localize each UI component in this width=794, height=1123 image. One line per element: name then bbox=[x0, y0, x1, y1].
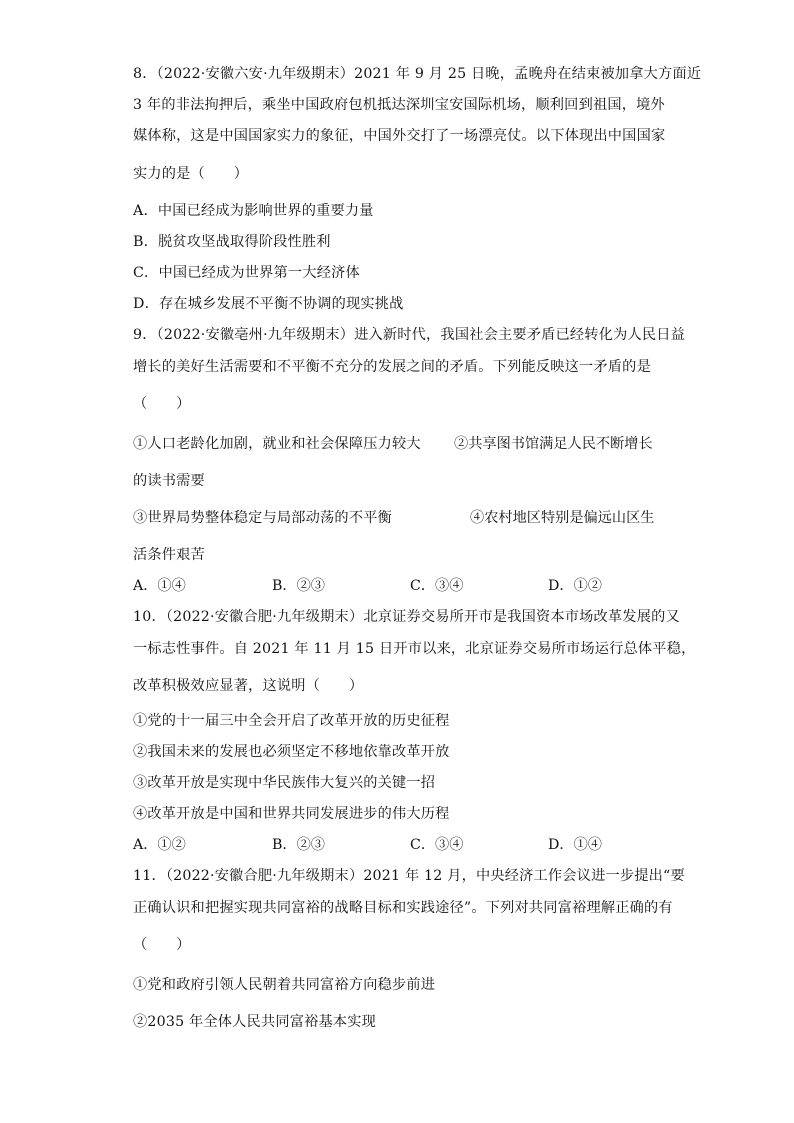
q9-stem-line-1: 9．（2022·安徽亳州·九年级期末）进入新时代，我国社会主要矛盾已经转化为人民日益 bbox=[133, 327, 686, 343]
q9-choice-a: A．①④ bbox=[133, 578, 186, 594]
q10-statement-1: ①党的十一届三中全会开启了改革开放的历史征程 bbox=[133, 713, 450, 729]
q10-statement-4: ④改革开放是中国和世界共同发展进步的伟大历程 bbox=[133, 806, 450, 822]
q11-statement-1: ①党和政府引领人民朝着共同富裕方向稳步前进 bbox=[133, 977, 436, 993]
q8-stem-line-2: 3 年的非法拘押后，乘坐中国政府包机抵达深圳宝安国际机场，顺利回到祖国，境外 bbox=[133, 97, 665, 113]
q9-statement-4: ④农村地区特别是偏远山区生 bbox=[470, 510, 655, 526]
q9-choice-b: B．②③ bbox=[272, 578, 325, 594]
q10-stem-line-3: 改革积极效应显著，这说明（ ） bbox=[133, 678, 364, 694]
q9-choice-d: D．①② bbox=[548, 578, 602, 594]
q9-stem-line-3: （ ） bbox=[133, 396, 191, 412]
q9-statement-4-cont: 活条件艰苦 bbox=[133, 547, 205, 563]
q8-option-d: D．存在城乡发展不平衡不协调的现实挑战 bbox=[133, 296, 404, 312]
q10-choice-a: A．①② bbox=[133, 837, 186, 853]
q9-statement-2: ②共享图书馆满足人民不断增长 bbox=[454, 436, 653, 452]
q10-stem-line-2: 一标志性事件。自 2021 年 11 月 15 日开市以来，北京证券交易所市场运行总体平稳， bbox=[133, 641, 696, 657]
q9-statement-3: ③世界局势整体稳定与局部动荡的不平衡 bbox=[133, 510, 392, 526]
q8-option-c: C．中国已经成为世界第一大经济体 bbox=[133, 265, 360, 281]
q10-choice-d: D．①④ bbox=[548, 837, 602, 853]
q11-stem-line-3: （ ） bbox=[133, 937, 191, 953]
q11-stem-line-1: 11．（2022·安徽合肥·九年级期末）2021 年 12 月，中央经济工作会议进一步提出“要 bbox=[133, 868, 685, 884]
q8-stem-line-3: 媒体称，这是中国国家实力的象征，中国外交打了一场漂亮仗。以下体现出中国国家 bbox=[133, 128, 666, 144]
q10-choice-c: C．③④ bbox=[410, 837, 464, 853]
q10-statement-2: ②我国未来的发展也必须坚定不移地依靠改革开放 bbox=[133, 744, 450, 760]
q8-stem-line-4: 实力的是（ ） bbox=[133, 166, 249, 182]
q10-stem-line-1: 10．（2022·安徽合肥·九年级期末）北京证券交易所开市是我国资本市场改革发展的又 bbox=[133, 609, 680, 625]
q8-stem-line-1: 8．（2022·安徽六安·九年级期末）2021 年 9 月 25 日晚，孟晚舟在结束被加拿大方面近 bbox=[133, 66, 702, 82]
q10-statement-3: ③改革开放是实现中华民族伟大复兴的关键一招 bbox=[133, 775, 436, 791]
q8-option-a: A．中国已经成为影响世界的重要力量 bbox=[133, 203, 374, 219]
q10-choice-b: B．②③ bbox=[272, 837, 325, 853]
q9-statement-2-cont: 的读书需要 bbox=[133, 473, 205, 489]
q11-statement-2: ②2035 年全体人民共同富裕基本实现 bbox=[133, 1014, 377, 1030]
q8-option-b: B．脱贫攻坚战取得阶段性胜利 bbox=[133, 234, 331, 250]
q9-choice-c: C．③④ bbox=[410, 578, 464, 594]
q9-statement-1: ①人口老龄化加剧，就业和社会保障压力较大 bbox=[133, 436, 421, 452]
q11-stem-line-2: 正确认识和把握实现共同富裕的战略目标和实践途径”。下列对共同富裕理解正确的有 bbox=[133, 900, 673, 916]
q9-stem-line-2: 增长的美好生活需要和不平衡不充分的发展之间的矛盾。下列能反映这一矛盾的是 bbox=[133, 359, 651, 375]
